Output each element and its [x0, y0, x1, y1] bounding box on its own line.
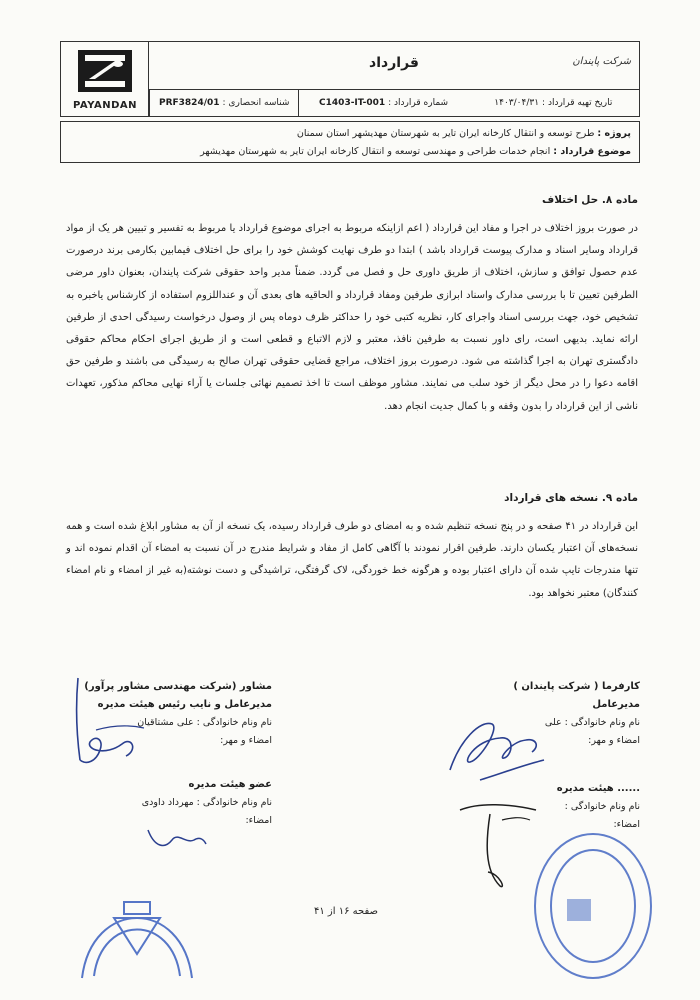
project-line: [69, 125, 631, 143]
subject-value: انجام خدمات طراحی و مهندسی توسعه و انتقال کارخانه ایران تایر به شهرستان مهدیشهر: [200, 146, 551, 157]
meta-row: [149, 90, 639, 116]
board-member-title: عضو هیئت مدیره: [188, 779, 272, 790]
employer-handwritten-signature-icon: [440, 700, 560, 790]
page-number: صفحه ۱۶ از ۴۱: [313, 906, 378, 917]
exclusive-id-label: شناسه انحصاری :: [222, 98, 290, 108]
paravar-company-stamp-icon: [72, 858, 202, 998]
employer-board-title: ...... هیئت مدیره: [556, 783, 640, 794]
payandan-logo-icon: [75, 48, 135, 94]
project-value: طرح توسعه و انتقال کارخانه ایران تایر به شهرستان مهدیشهر استان سمنان: [296, 128, 595, 139]
contract-number-value: C1403-IT-001: [319, 98, 386, 108]
employer-board-sign-label: امضاء:: [613, 819, 640, 830]
article-8: [66, 190, 638, 418]
consultant-title: مشاور (شرکت مهندسی مشاور پرآور): [84, 681, 272, 692]
board-member-handwritten-signature-icon: [142, 810, 212, 860]
employer-name: نام ونام خانوادگی : علی: [544, 717, 640, 728]
exclusive-id-value: PRF3824/01: [158, 98, 220, 108]
article-9: [66, 488, 638, 605]
logo-text: PAYANDAN: [73, 100, 137, 111]
article-9-title: ماده ۹. نسخه های قرارداد: [504, 492, 638, 504]
project-box: [60, 121, 640, 163]
subject-label: موضوع قرارداد :: [553, 146, 631, 157]
payandan-company-stamp-icon: [528, 826, 658, 986]
date-label: تاریخ تهیه قرارداد :: [542, 98, 613, 108]
board-member-name: نام ونام خانوادگی : مهرداد داودی: [141, 797, 272, 808]
exclusive-id-cell: [149, 90, 298, 116]
brand-name: شرکت پایندان: [572, 56, 631, 67]
date-value: ۱۴۰۳/۰۴/۳۱: [494, 98, 540, 108]
contract-number-label: شماره قرارداد :: [388, 98, 449, 108]
board-member-sign-label: امضاء:: [245, 815, 272, 826]
article-9-body: این قرارداد در ۴۱ صفحه و در پنج نسخه تنظیم شده و به امضای دو طرف قرارداد رسیده، یک نسخه از آن به مشاور ابلاغ شده است و همه نسخه‌های آن اعتبار یکسان دارند. طرفین اقرار نمودند با آگاهی کامل از مفاد و شرایط مندرج در آن نسبت به امضاء آن اقدام نموده اند و تنها مندرجات تایپ شده آن دارای اعتبار بوده و هرگونه خط خوردگی، لاک گرفتگی، تراشیدگی و دست نوشته(به غیر از امضاء و نام امضاء کنندگان) معتبر نخواهد بود.: [66, 521, 638, 599]
consultant-handwritten-signature-icon: [66, 670, 156, 790]
project-label: پروژه :: [597, 128, 631, 139]
title-row: [149, 42, 639, 90]
consultant-sign-label: امضاء و مهر:: [220, 735, 272, 746]
consultant-role: مدیرعامل و نایب رئیس هیئت مدیره: [97, 699, 272, 710]
contract-number-cell: [298, 90, 467, 116]
consultant-name: نام ونام خانوادگی : علی مشتاقیان: [137, 717, 272, 728]
subject-line: [69, 143, 631, 161]
date-cell: [468, 90, 639, 116]
article-8-body: در صورت بروز اختلاف در اجرا و مفاد این قرارداد ( اعم ازاینکه مربوط به اجرای موضوع قرارداد یا مربوط به تفسیر و تبیین هر یک از مواد قرارداد وسایر اسناد و مدارک پیوست قرارداد باشد ) ابتدا دو طرف نهایت کوشش خود را برای حل اختلاف فیمابین بکارمی برند درصورت عدم حصول توافق و سازش، اختلاف از طریق داوری حل و فصل می گردد. ضمناً مدیر واحد حقوقی شرکت پایندان، بعنوان داور مرضی الطرفین تعیین تا با بررسی مدارک واسناد ابرازی طرفین ومفاد قرارداد و الحاقیه های بعدی آن و عنداللزوم استفاده از کارشناس یاخبره به تشخیص خود، جهت بررسی اسناد واجرای کار، نظریه کتبی خود را حداکثر ظرف دوماه پس از وصول درخواست رسیدگی احدی از طرفین ارائه نماید. بدیهی است، رای داور نسبت به طرفین نافذ، معتبر و لازم الاتباع و قطعی است و از طریق اجرای احکام محاکم حقوقی دادگستری تهران به اجرا گذاشته می شود. درصورت بروز اختلاف، مراجع قضایی حقوقی تهران صالح به رسیدگی می باشند و طرفین حق اقامه دعوا را در محل دیگر از خود سلب می نمایند. مشاور موظف است تا اخذ تصمیم نهائی جلسات یا آراء نهایی محاکم مذکور، تعهدات ناشی از این قرارداد را بدون وقفه و با کمال جدیت انجام دهد.: [66, 223, 638, 412]
employer-board-name: نام ونام خانوادگی :: [564, 801, 640, 812]
logo-cell: [61, 42, 149, 116]
employer-sign-label: امضاء و مهر:: [588, 735, 640, 746]
article-8-title: ماده ۸. حل اختلاف: [542, 194, 638, 206]
document-title: قرارداد: [369, 55, 419, 71]
employer-role: مدیرعامل: [592, 699, 640, 710]
employer-title: کارفرما ( شرکت پایندان ): [513, 681, 640, 692]
contract-header: [60, 41, 640, 117]
